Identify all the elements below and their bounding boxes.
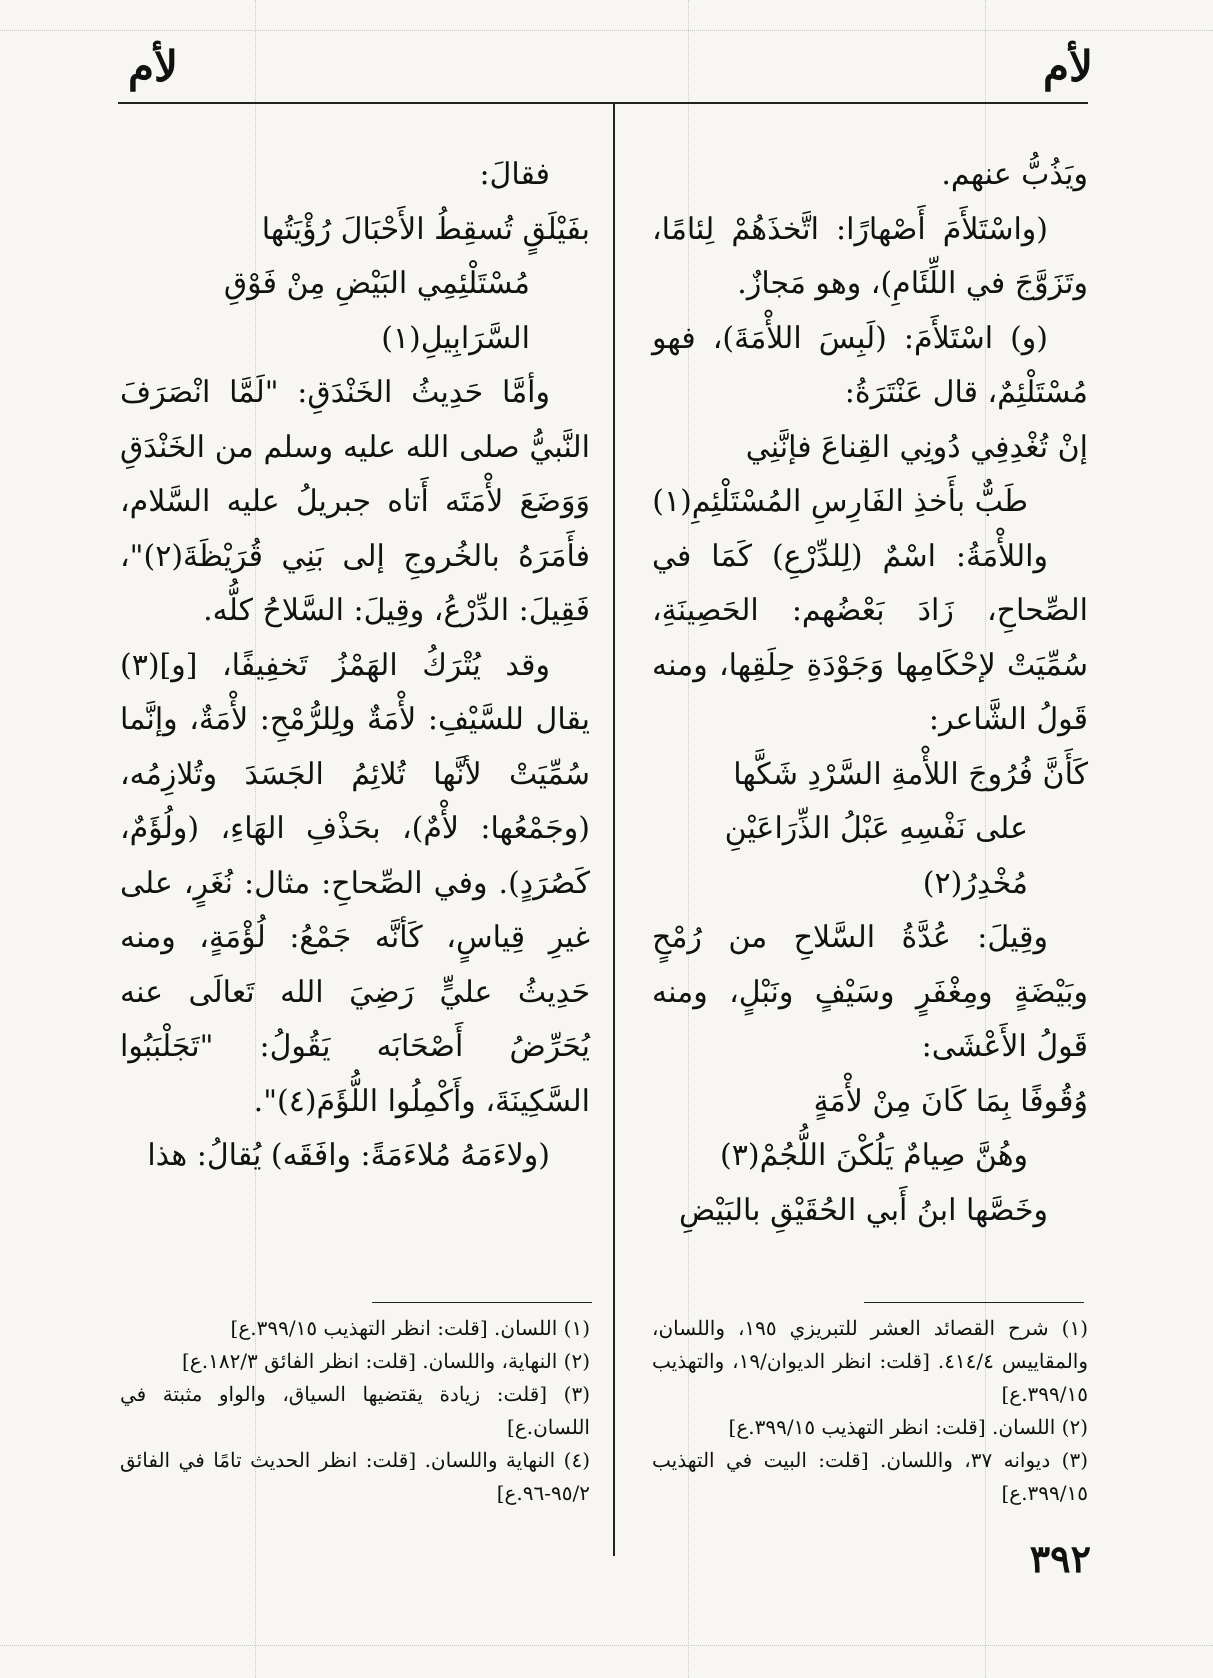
header-rule (118, 102, 1088, 104)
footnote: (٢) اللسان. [قلت: انظر التهذيب ٣٩٩/١٥.ع] (728, 1415, 1088, 1439)
verse-line: إنْ تُغْدِفِي دُونِي القِناعَ فإنَّنِي (745, 429, 1088, 465)
footnotes-left (120, 1312, 590, 1510)
paragraph: (و) اسْتَلأَمَ: (لَبِسَ اللأْمَةَ)، فهو مُسْتَلْئِمٌ، قال عَنْتَرَةُ: (652, 320, 1088, 410)
footnotes-right (652, 1312, 1088, 1510)
column-divider (613, 104, 615, 1556)
scan-guide-line (0, 1645, 1213, 1646)
footnote: (٣) [قلت: زيادة يقتضيها السياق، والواو مثبتة في اللسان.ع] (120, 1382, 590, 1439)
verse-line: على نَفْسِهِ عَبْلُ الذِّرَاعَيْنِ مُخْدِرُ(٢) (724, 811, 1028, 901)
footnote-rule-right (864, 1302, 1084, 1303)
paragraph: (ولاءَمَهُ مُلاءَمَةً: وافَقَه) يُقالُ: هذا (147, 1138, 550, 1173)
paragraph: (واسْتَلأَمَ أَصْهارًا: اتَّخذَهُمْ لِئامًا، وتَزَوَّجَ في اللِّئَامِ)، وهو مَجازٌ. (652, 211, 1088, 301)
paragraph: وخَصَّها ابنُ أَبي الحُقَيْقِ بالبَيْضِ (679, 1192, 1048, 1228)
paragraph: فقالَ: (479, 157, 550, 192)
verse-line: طَبٌّ بأَخذِ الفَارِسِ المُسْتَلْئِمِ(١) (652, 484, 1028, 519)
scan-guide-line (0, 30, 1213, 31)
footnote: (٣) ديوانه ٣٧، واللسان. [قلت: البيت في التهذيب ٣٩٩/١٥.ع] (652, 1448, 1088, 1505)
verse-line: كَأَنَّ فُرُوجَ اللأْمةِ السَّرْدِ شَكَّها (733, 756, 1088, 792)
page-number: ٣٩٢ (1029, 1536, 1091, 1581)
footnote-rule-left (372, 1302, 592, 1303)
paragraph: واللأْمَةُ: اسْمٌ (لِلدِّرْعِ) كَمَا في الصِّحاحِ، زَادَ بَعْضُهم: الحَصِينَةِ، سُمِّيَتْ لإحْكَامِها وَجَوْدَةِ حِلَقِها، ومنه قَولُ الشَّاعر: (652, 538, 1088, 737)
paragraph: وأمَّا حَدِيثُ الخَنْدَقِ: "لَمَّا انْصَرَفَ النَّبيُّ صلى الله عليه وسلم من الخَنْدَقِ وَوَضَعَ لأْمَتَه أَتاه جبريلُ عليه السَّلام، فأَمَرَهُ بالخُروجِ إلى بَنِي قُرَيْظَةَ(٢)"، فَقِيلَ: الدِّرْعُ، وقِيلَ: السَّلاحُ كلُّه. (120, 375, 590, 628)
paragraph: ويَذُبُّ عنهم. (941, 157, 1088, 192)
footnote: (٤) النهاية واللسان. [قلت: انظر الحديث تامًا في الفائق ٩٥/٢-٩٦.ع] (120, 1448, 590, 1505)
verse-line: وهُنَّ صِيامٌ يَلُكْنَ اللُّجُمْ(٣) (720, 1138, 1028, 1173)
running-header-right: لأم (1043, 42, 1093, 91)
footnote: (١) شرح القصائد العشر للتبريزي ١٩٥، واللسان، والمقاييس ٤١٤/٤. [قلت: انظر الديوان/١٩، والتهذيب ٣٩٩/١٥.ع] (652, 1316, 1089, 1406)
running-header-left: لأم (128, 42, 178, 91)
footnote: (١) اللسان. [قلت: انظر التهذيب ٣٩٩/١٥.ع] (230, 1316, 590, 1340)
paragraph: وقد يُتْرَكُ الهَمْزُ تَخفِيفًا، [و](٣) يقال للسَّيْفِ: لأْمَةٌ ولِلرُّمْحِ: لأْمَةٌ، وإنَّما سُمِّيَتْ لأنَّها تُلائِمُ الجَسَدَ وتُلازِمُه، (وجَمْعُها: لأْمٌ)، بحَذْفِ الهَاءِ، (ولُؤَمٌ، كَصُرَدٍ). وفي الصِّحاحِ: مثال: نُغَرٍ، على غيرِ قِياسٍ، كَأنَّه جَمْعُ: لُؤْمَةٍ، ومنه حَدِيثُ عليٍّ رَضِيَ الله تَعالَى عنه يُحَرِّضُ أَصْحَابَه يَقُولُ: "تَجَلْبَبُوا السَّكِينَةَ، وأَكْمِلُوا اللُّؤَمَ(٤)". (120, 647, 590, 1119)
paragraph: وقِيلَ: عُدَّةُ السَّلاحِ من رُمْحٍ وبَيْضَةٍ ومِغْفَرٍ وسَيْفٍ ونَبْلٍ، ومنه قَولُ الأَعْشَى: (652, 920, 1088, 1064)
verse-line: وُقُوفًا بِمَا كَانَ مِنْ لأْمَةٍ (813, 1083, 1088, 1119)
verse-line: مُسْتَلْئِمِي البَيْضِ مِنْ فَوْقِ السَّرَابِيلِ(١) (223, 266, 530, 356)
footnote: (٢) النهاية، واللسان. [قلت: انظر الفائق ١٨٢/٣.ع] (181, 1349, 590, 1373)
left-column (120, 148, 590, 1184)
verse-line: بفَيْلَقٍ تُسقِطُ الأَحْبَالَ رُؤْيَتُها (261, 211, 590, 247)
right-column (652, 148, 1088, 1238)
